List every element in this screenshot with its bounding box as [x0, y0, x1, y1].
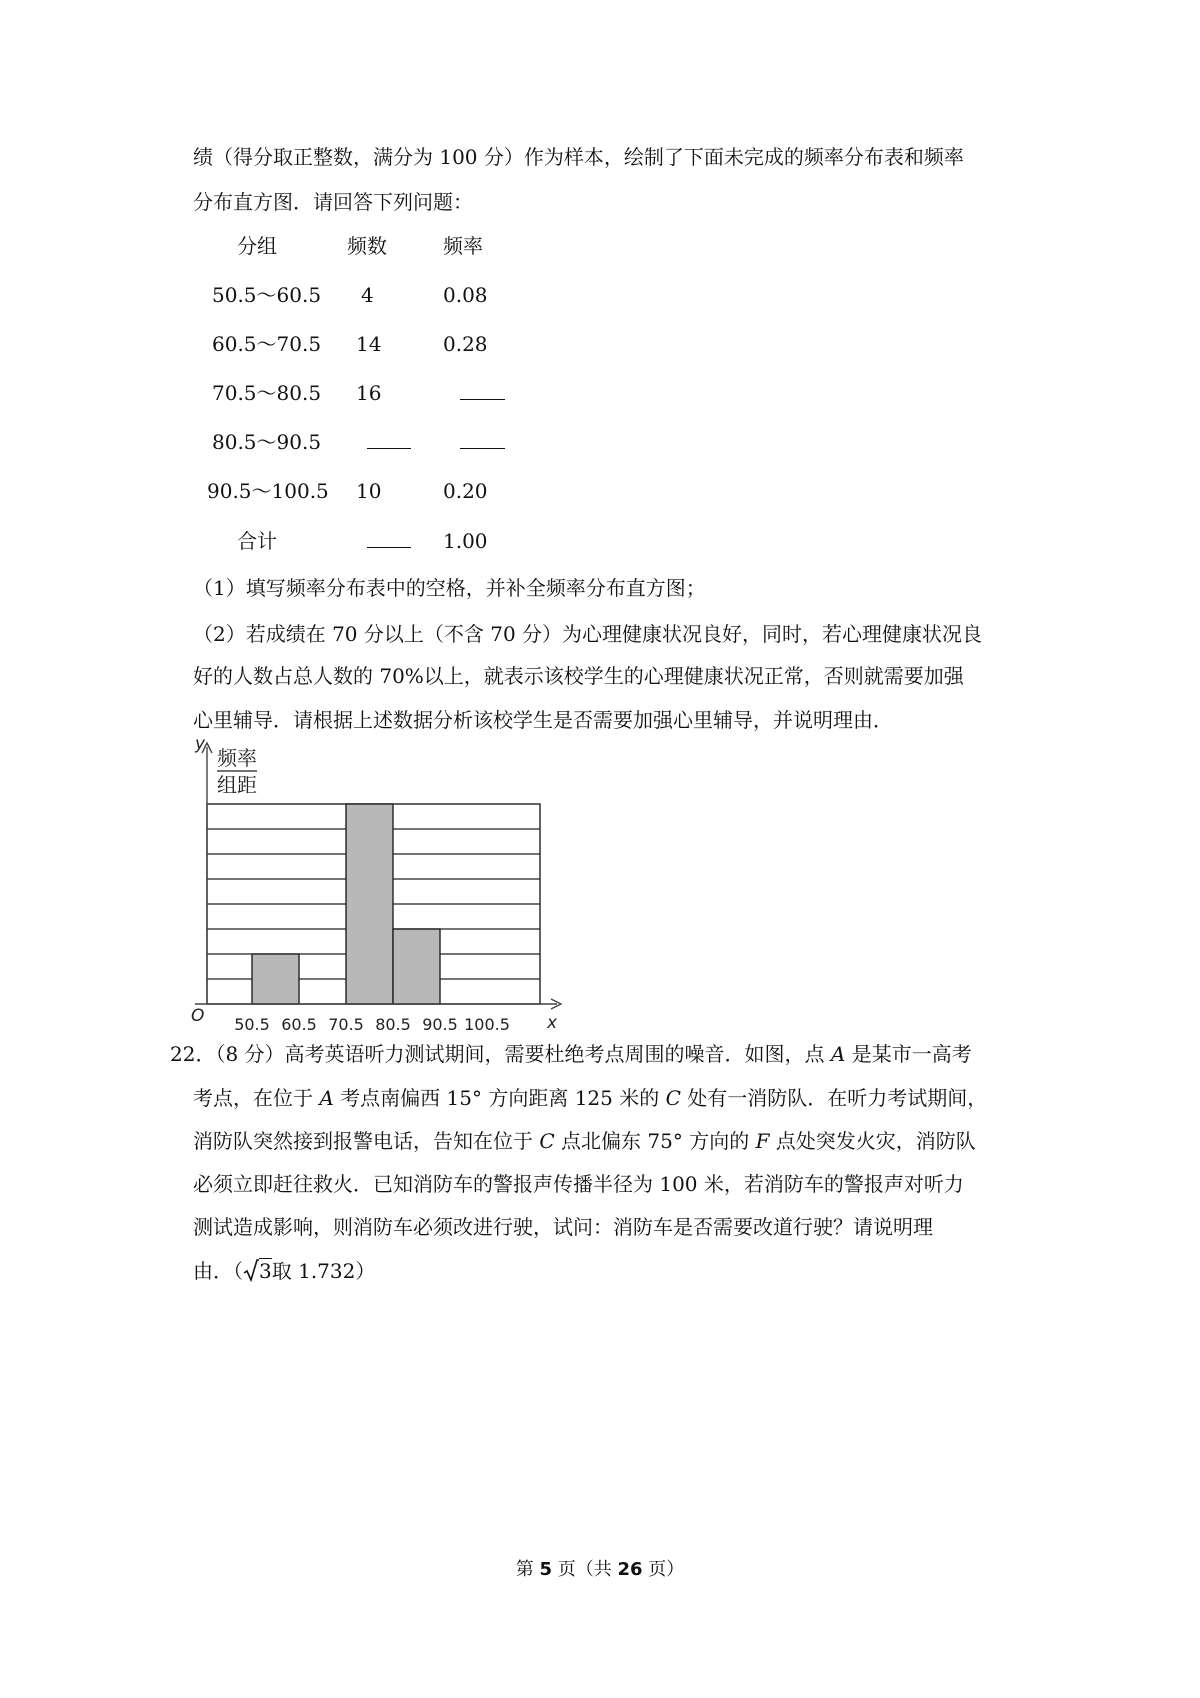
y-axis-letter: y: [195, 734, 206, 754]
table-row-3-freq: 16: [356, 381, 382, 405]
histogram-bar: [346, 804, 393, 1004]
table-header-rate: 频率: [443, 234, 483, 258]
table-row-1-rate: 0.08: [443, 283, 488, 307]
x-tick-label: 50.5: [234, 1015, 270, 1034]
x-tick-label: 100.5: [464, 1015, 510, 1034]
table-total-rate: 1.00: [443, 529, 488, 553]
x-axis-letter: x: [547, 1013, 558, 1033]
question-2-line-2: 好的人数占总人数的 70%以上，就表示该校学生的心理健康状况正常，否则就需要加强: [193, 664, 964, 688]
q22-line-2: 考点，在位于 A 考点南偏西 15° 方向距离 125 米的 C 处有一消防队．在听力考试期间，: [193, 1086, 988, 1110]
question-2-line-1: （2）若成绩在 70 分以上（不含 70 分）为心理健康状况良好，同时，若心理健康状况良: [193, 622, 983, 646]
x-tick-label: 60.5: [281, 1015, 317, 1034]
y-label-top: 频率: [217, 746, 257, 770]
question-1: （1）填写频率分布表中的空格，并补全频率分布直方图；: [193, 576, 706, 600]
table-row-4-freq-blank: [367, 429, 411, 455]
histogram-bar: [393, 929, 440, 1004]
table-total-label: 合计: [237, 529, 277, 553]
point-a-label: A: [830, 1042, 846, 1066]
q22-line-5: 测试造成影响，则消防车必须改进行驶，试问：消防车是否需要改道行驶？请说明理: [193, 1215, 933, 1239]
x-tick-label: 70.5: [328, 1015, 364, 1034]
x-tick-label: 80.5: [375, 1015, 411, 1034]
x-tick-label: 90.5: [422, 1015, 458, 1034]
q22-line-4: 必须立即赶往救火．已知消防车的警报声传播半径为 100 米，若消防车的警报声对听力: [193, 1172, 964, 1196]
table-header-freq: 频数: [347, 234, 387, 258]
table-row-3-group: 70.5～80.5: [212, 381, 322, 405]
table-row-2-rate: 0.28: [443, 332, 488, 356]
table-row-1-freq: 4: [361, 283, 374, 307]
table-row-2-group: 60.5～70.5: [212, 332, 322, 356]
table-row-5-group: 90.5～100.5: [207, 479, 329, 503]
sqrt-symbol: 3: [243, 1256, 272, 1286]
histogram-bar: [252, 954, 299, 1004]
table-row-3-rate-blank: [460, 380, 505, 406]
table-row-2-freq: 14: [356, 332, 382, 356]
table-total-freq-blank: [367, 528, 411, 554]
q22-line-1: 22．（8 分）高考英语听力测试期间，需要杜绝考点周围的噪音．如图，点 A 是某市一高考: [170, 1042, 972, 1066]
table-row-4-rate-blank: [460, 429, 505, 455]
table-row-1-group: 50.5～60.5: [212, 283, 322, 307]
question-2-line-3: 心里辅导．请根据上述数据分析该校学生是否需要加强心里辅导，并说明理由．: [193, 708, 893, 732]
frequency-histogram: [191, 734, 595, 1035]
table-row-5-freq: 10: [356, 479, 382, 503]
page-footer: 第 5 页（共 26 页）: [515, 1559, 685, 1580]
y-label-bottom: 组距: [217, 773, 257, 797]
table-row-4-group: 80.5～90.5: [212, 430, 322, 454]
q22-line-6: 由．（ 3取 1.732）: [193, 1256, 375, 1286]
intro-line-1: 绩（得分取正整数，满分为 100 分）作为样本，绘制了下面未完成的频率分布表和频率: [193, 145, 964, 169]
origin-label: O: [191, 1006, 205, 1026]
table-header-group: 分组: [237, 234, 277, 258]
intro-line-2: 分布直方图．请回答下列问题：: [193, 190, 473, 214]
q22-line-3: 消防队突然接到报警电话，告知在位于 C 点北偏东 75° 方向的 F 点处突发火灾，消防队: [193, 1129, 976, 1153]
table-row-5-rate: 0.20: [443, 479, 488, 503]
